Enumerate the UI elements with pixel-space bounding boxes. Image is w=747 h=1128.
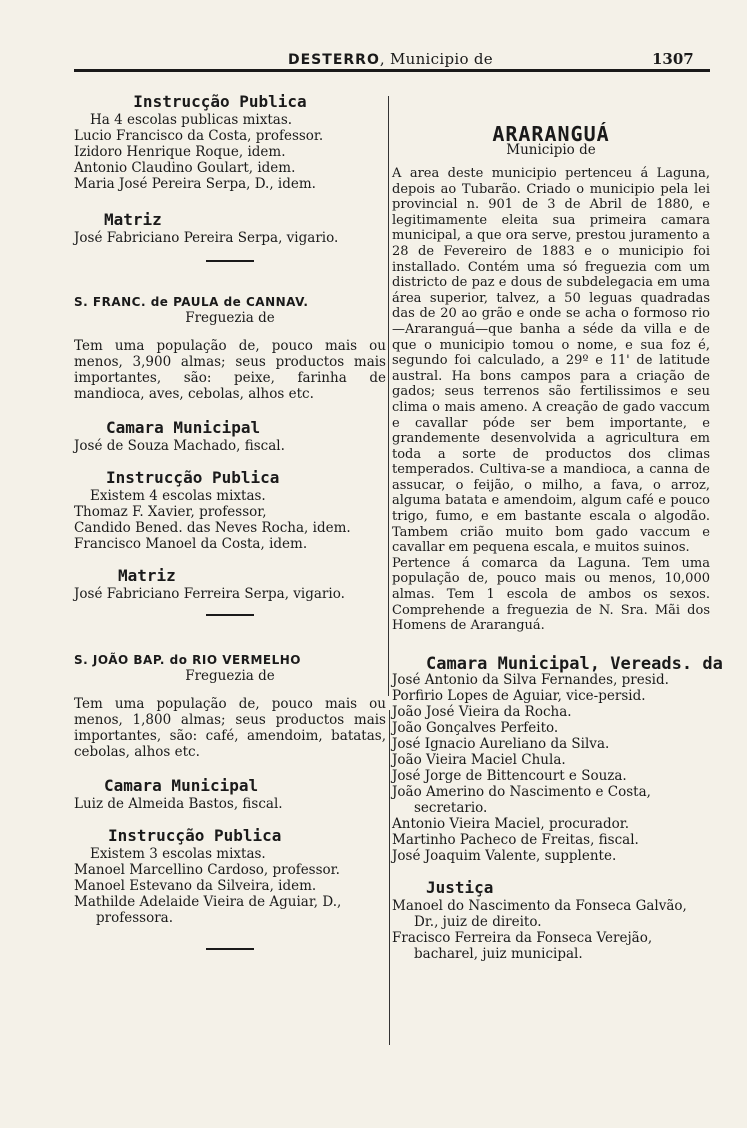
s1-line: Ha 4 escolas publicas mixtas. [90,112,293,128]
s2-instr-line: Thomaz F. Xavier, professor, [74,504,267,520]
column-divider [388,96,389,696]
camara-line: Antonio Vieira Maciel, procurador. [392,815,630,832]
camara-line: João Amerino do Nascimento e Costa, secretario. [392,783,651,816]
page-number: 1307 [652,50,694,68]
ararangua-paragraph-2: Pertence á comarca da Laguna. Tem uma população de, pouco mais ou menos, 10,000 almas. Tem 1 escola de ambos os sexos. Comprehende a freguezia de N. Sra. Mãi dos Homens de Araranguá. [392,555,710,634]
running-head-title: DESTERRO [288,52,380,68]
camara-line: José Joaquim Valente, supplente. [392,847,617,864]
camara-line: José Jorge de Bittencourt e Souza. [392,767,627,784]
camara-line: José Antonio da Silva Fernandes, presid. [392,671,669,688]
s1-matriz-title: Matriz [104,210,162,229]
s3-camara-line: Luiz de Almeida Bastos, fiscal. [74,796,283,812]
s1-line: Antonio Claudino Goulart, idem. [74,160,296,176]
s1-line: Lucio Francisco da Costa, professor. [74,128,324,144]
s1-line: Maria José Pereira Serpa, D., idem. [74,176,316,192]
s2-freguezia: Freguezia de [185,310,275,326]
s3-freguezia: Freguezia de [185,668,275,684]
s2-title: S. FRANC. de PAULA de CANNAV. [74,295,309,309]
s1-matriz-line: José Fabriciano Pereira Serpa, vigario. [74,230,339,246]
s3-instrucao-title: Instrucção Publica [108,826,282,845]
running-head-subtitle: , Municipio de [379,50,493,68]
s3-paragraph: Tem uma população de, pouco mais ou menos, 1,800 almas; seus productos mais importantes, são: café, amendoim, batatas, cebolas, alhos etc. [74,696,386,760]
s2-instr-line: Existem 4 escolas mixtas. [90,488,266,504]
s2-instrucao-title: Instrucção Publica [106,468,280,487]
camara-line: João Vieira Maciel Chula. [392,751,566,768]
divider-dash [206,260,254,262]
column-divider-lower [389,710,390,1045]
header-rule [74,69,710,72]
justica-title: Justiça [426,877,494,897]
s3-instr-line: Manoel Estevano da Silveira, idem. [74,878,317,894]
s3-camara-title: Camara Municipal [104,776,259,795]
camara-line: Porfirio Lopes de Aguiar, vice-persid. [392,687,646,704]
s3-instr-line: Existem 3 escolas mixtas. [90,846,266,862]
camara-line: João José Vieira da Rocha. [392,703,572,720]
s2-camara-title: Camara Municipal [106,418,261,437]
camara-line: José Ignacio Aureliano da Silva. [392,735,610,752]
s3-title: S. JOÃO BAP. do RIO VERMELHO [74,653,301,667]
s2-paragraph: Tem uma população de, pouco mais ou menos, 3,900 almas; seus productos mais importantes, são: peixe, farinha de mandioca, aves, cebolas, alhos etc. [74,338,386,402]
divider-dash [206,614,254,616]
s3-instr-line: Manoel Marcellino Cardoso, professor. [74,862,340,878]
s2-matriz-title: Matriz [118,566,176,585]
s1-line: Izidoro Henrique Roque, idem. [74,144,286,160]
ararangua-paragraph-1: A area deste municipio pertenceu á Laguna, depois ao Tubarão. Criado o municipio pela lei provincial n. 901 de 3 de Abril de 1880, e legitimamente eleita sua primeira camara municipal, a que ora serve, prestou juramento a 28 de Fevereiro de 1883 e o municipio foi installado. Contém uma só freguezia com um districto de paz e dous de subdelegacia em uma área superior, talvez, a 50 leguas quadradas das de 20 ao grão e onde se acha o formoso rio—Araranguá—que banha a séde da villa e de que o municipio tomou o nome, e sua foz é, segundo foi calculado, a 29º e 11' de latitude austral. Ha bons campos para a criação de gados; seus terrenos são fertilissimos e seu clima o mais ameno. A creação de gado vaccum e cavallar póde ser bem importante, e grandemente desenvolvida a agricultura em toda a sorte de productos dos climas temperados. Cultiva-se a mandioca, a canna de assucar, o feijão, o milho, a fava, o arroz, alguma batata e amendoim, algum café e pouco trigo, fumo, e em bastante escala o algodão. Tambem crião muito bom gado vaccum e cavallar em pequena escala, e muitos suinos. [392,166,710,556]
ararangua-subtitle: Municipio de [506,142,596,158]
running-head [288,50,493,68]
divider-dash [206,948,254,950]
left-column [74,92,386,950]
s2-instr-line: Candido Bened. das Neves Rocha, idem. [74,520,351,536]
ararangua-camara-title: Camara Municipal, Vereads. da [426,653,723,674]
page-header [0,46,747,74]
right-column [392,118,723,962]
s2-camara-line: José de Souza Machado, fiscal. [74,438,285,454]
s3-instr-line: Mathilde Adelaide Vieira de Aguiar, D., professora. [74,894,342,926]
justica-line: Manoel do Nascimento da Fonseca Galvão, Dr., juiz de direito. [392,897,687,930]
ararangua-title: ARARANGUÁ [492,122,610,146]
camara-line: João Gonçalves Perfeito. [392,719,559,736]
camara-line: Martinho Pacheco de Freitas, fiscal. [392,831,639,848]
s1-instrucao-title: Instrucção Publica [133,92,307,111]
s2-matriz-line: José Fabriciano Ferreira Serpa, vigario. [74,586,345,602]
justica-line: Fracisco Ferreira da Fonseca Verejão, bacharel, juiz municipal. [392,929,653,962]
s2-instr-line: Francisco Manoel da Costa, idem. [74,536,308,552]
